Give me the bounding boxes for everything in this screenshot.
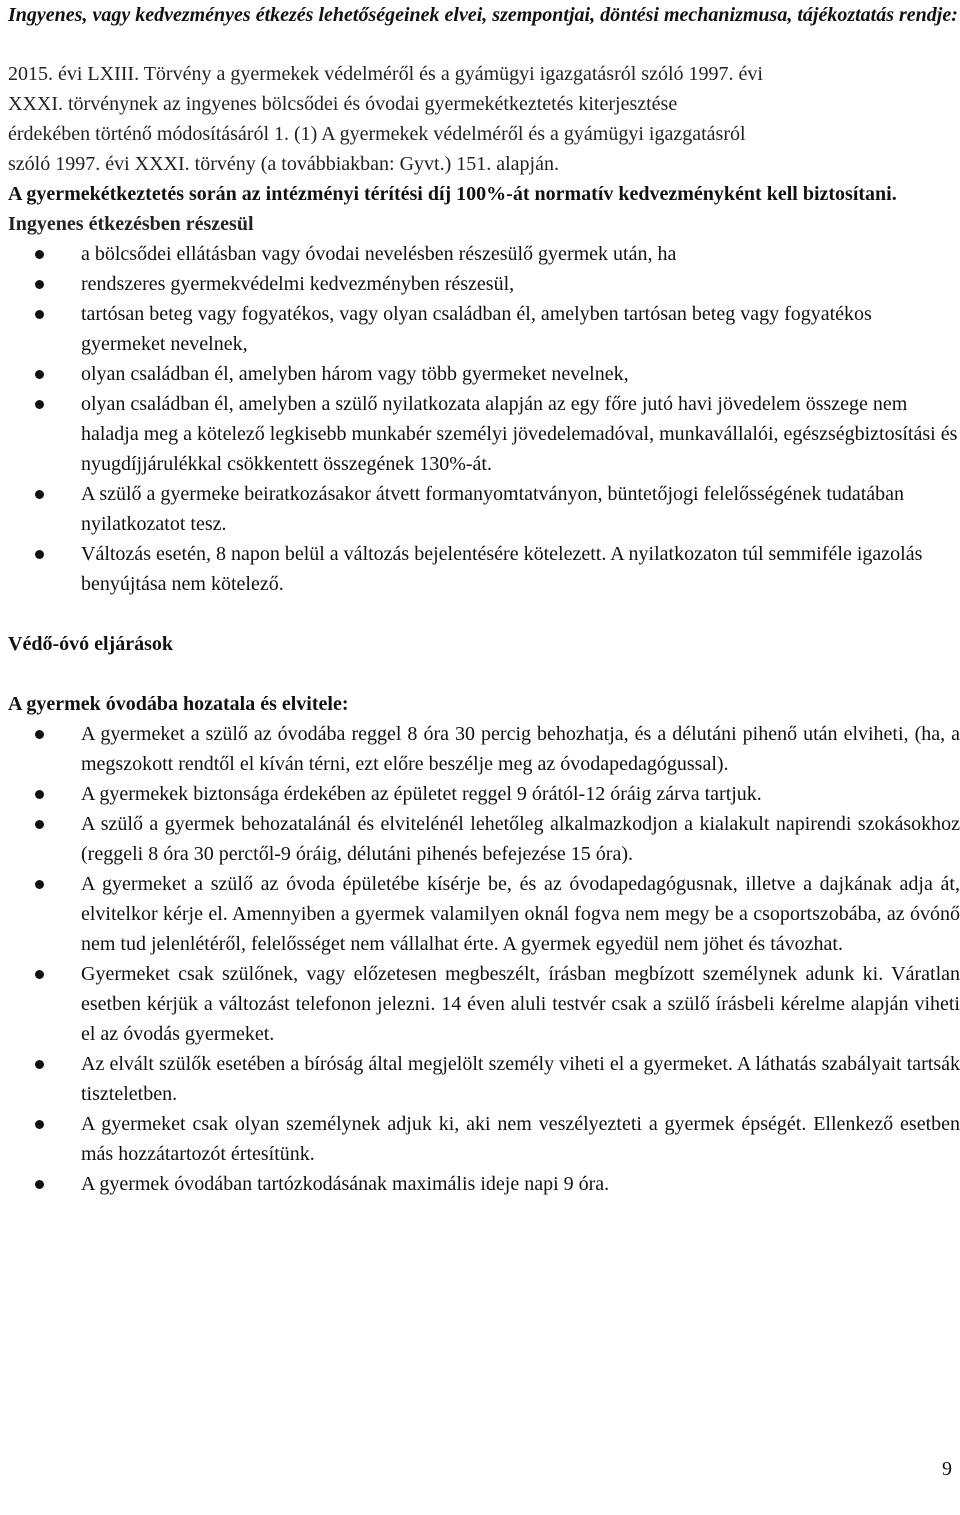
- law-line: 2015. évi LXIII. Törvény a gyermekek védelméről és a gyámügyi igazgatásról szóló 1997. évi: [8, 63, 763, 85]
- bullet-icon: [35, 1180, 44, 1189]
- list-item: rendszeres gyermekvédelmi kedvezményben részesül,: [8, 269, 960, 299]
- list-item: A gyermeket csak olyan személynek adjuk ki, aki nem veszélyezteti a gyermek épségét. Ellenkező esetben más hozzátartozót értesítünk.: [8, 1109, 960, 1169]
- list-item: A gyermekek biztonsága érdekében az épületet reggel 9 órától-12 óráig zárva tartjuk.: [8, 779, 960, 809]
- page-number: 9: [942, 1458, 952, 1480]
- bullet-icon: [35, 550, 44, 559]
- bullet-icon: [35, 370, 44, 379]
- list-item: tartósan beteg vagy fogyatékos, vagy olyan családban él, amelyben tartósan beteg vagy fogyatékos gyermeket nevelnek,: [8, 299, 960, 359]
- protective-procedures-title: Védő-óvó eljárások: [8, 633, 173, 655]
- list-item: A szülő a gyermek behozatalánál és elvitelénél lehetőleg alkalmazkodjon a kialakult napirendi szokásokhoz (reggeli 8 óra 30 perctől-9 óráig, délutáni pihenés befejezése 15 óra).: [8, 809, 960, 869]
- list-item: olyan családban él, amelyben három vagy több gyermeket nevelnek,: [8, 359, 960, 389]
- bullet-icon: [35, 820, 44, 829]
- drop-off-list: [8, 719, 960, 1199]
- list-item: A gyermeket a szülő az óvoda épületébe kísérje be, és az óvodapedagógusnak, illetve a dajkának adja át, elvitelkor kérje el. Amennyiben a gyermek valamilyen oknál fogva nem megy be a csoportszobába, az óvónő nem tud jelenlétéről, felelősséget nem vállalhat érte. A gyermek egyedül nem jöhet és távozhat.: [8, 869, 960, 959]
- list-item: olyan családban él, amelyben a szülő nyilatkozata alapján az egy főre jutó havi jövedelem összege nem haladja meg a kötelező legkisebb munkabér személyi jövedelemadóval, munkavállalói, egészségbiztosítási és nyugdíjjárulékkal csökkentett összegének 130%-át.: [8, 389, 960, 479]
- bullet-icon: [35, 250, 44, 259]
- list-item: A szülő a gyermeke beiratkozásakor átvett formanyomtatványon, büntetőjogi felelősségének tudatában nyilatkozatot tesz.: [8, 479, 960, 539]
- drop-off-title: A gyermek óvodába hozatala és elvitele:: [8, 693, 349, 715]
- bullet-icon: [35, 280, 44, 289]
- free-meals-title: Ingyenes étkezésben részesül: [8, 213, 254, 235]
- list-item: A gyermek óvodában tartózkodásának maximális ideje napi 9 óra.: [8, 1169, 960, 1199]
- bullet-icon: [35, 1060, 44, 1069]
- bullet-icon: [35, 970, 44, 979]
- section-heading-meals: Ingyenes, vagy kedvezményes étkezés lehetőségeinek elvei, szempontjai, döntési mechanizmusa, tájékoztatás rendje:: [8, 4, 958, 26]
- law-line: szóló 1997. évi XXXI. törvény (a továbbiakban: Gyvt.) 151. alapján.: [8, 153, 559, 175]
- law-paragraph: [8, 59, 960, 179]
- list-item: a bölcsődei ellátásban vagy óvodai nevelésben részesülő gyermek után, ha: [8, 239, 960, 269]
- bullet-icon: [35, 1120, 44, 1129]
- law-line: érdekében történő módosításáról 1. (1) A gyermekek védelméről és a gyámügyi igazgatásról: [8, 123, 746, 145]
- bullet-icon: [35, 490, 44, 499]
- law-line: XXXI. törvénynek az ingyenes bölcsődei és óvodai gyermekétkeztetés kiterjesztése: [8, 93, 678, 115]
- bullet-icon: [35, 790, 44, 799]
- free-meals-list: [8, 239, 960, 599]
- bullet-icon: [35, 730, 44, 739]
- bullet-icon: [35, 310, 44, 319]
- document-page: [8, 0, 960, 1199]
- bullet-icon: [35, 880, 44, 889]
- list-item: Gyermeket csak szülőnek, vagy előzetesen megbeszélt, írásban megbízott személynek adunk ki. Váratlan esetben kérjük a változást telefonon jelezni. 14 éven aluli testvér csak a szülő írásbeli kérelme alapján viheti el az óvodás gyermeket.: [8, 959, 960, 1049]
- list-item: Az elvált szülők esetében a bíróság által megjelölt személy viheti el a gyermeket. A láthatás szabályait tartsák tiszteletben.: [8, 1049, 960, 1109]
- list-item: Változás esetén, 8 napon belül a változás bejelentésére kötelezett. A nyilatkozaton túl semmiféle igazolás benyújtása nem kötelező.: [8, 539, 960, 599]
- normative-statement: A gyermekétkeztetés során az intézményi térítési díj 100%-át normatív kedvezményként kell biztosítani.: [8, 183, 897, 205]
- bullet-icon: [35, 400, 44, 409]
- list-item: A gyermeket a szülő az óvodába reggel 8 óra 30 percig behozhatja, és a délutáni pihenő után elviheti, (ha, a megszokott rendtől el kíván térni, ezt előre beszélje meg az óvodapedagógussal).: [8, 719, 960, 779]
